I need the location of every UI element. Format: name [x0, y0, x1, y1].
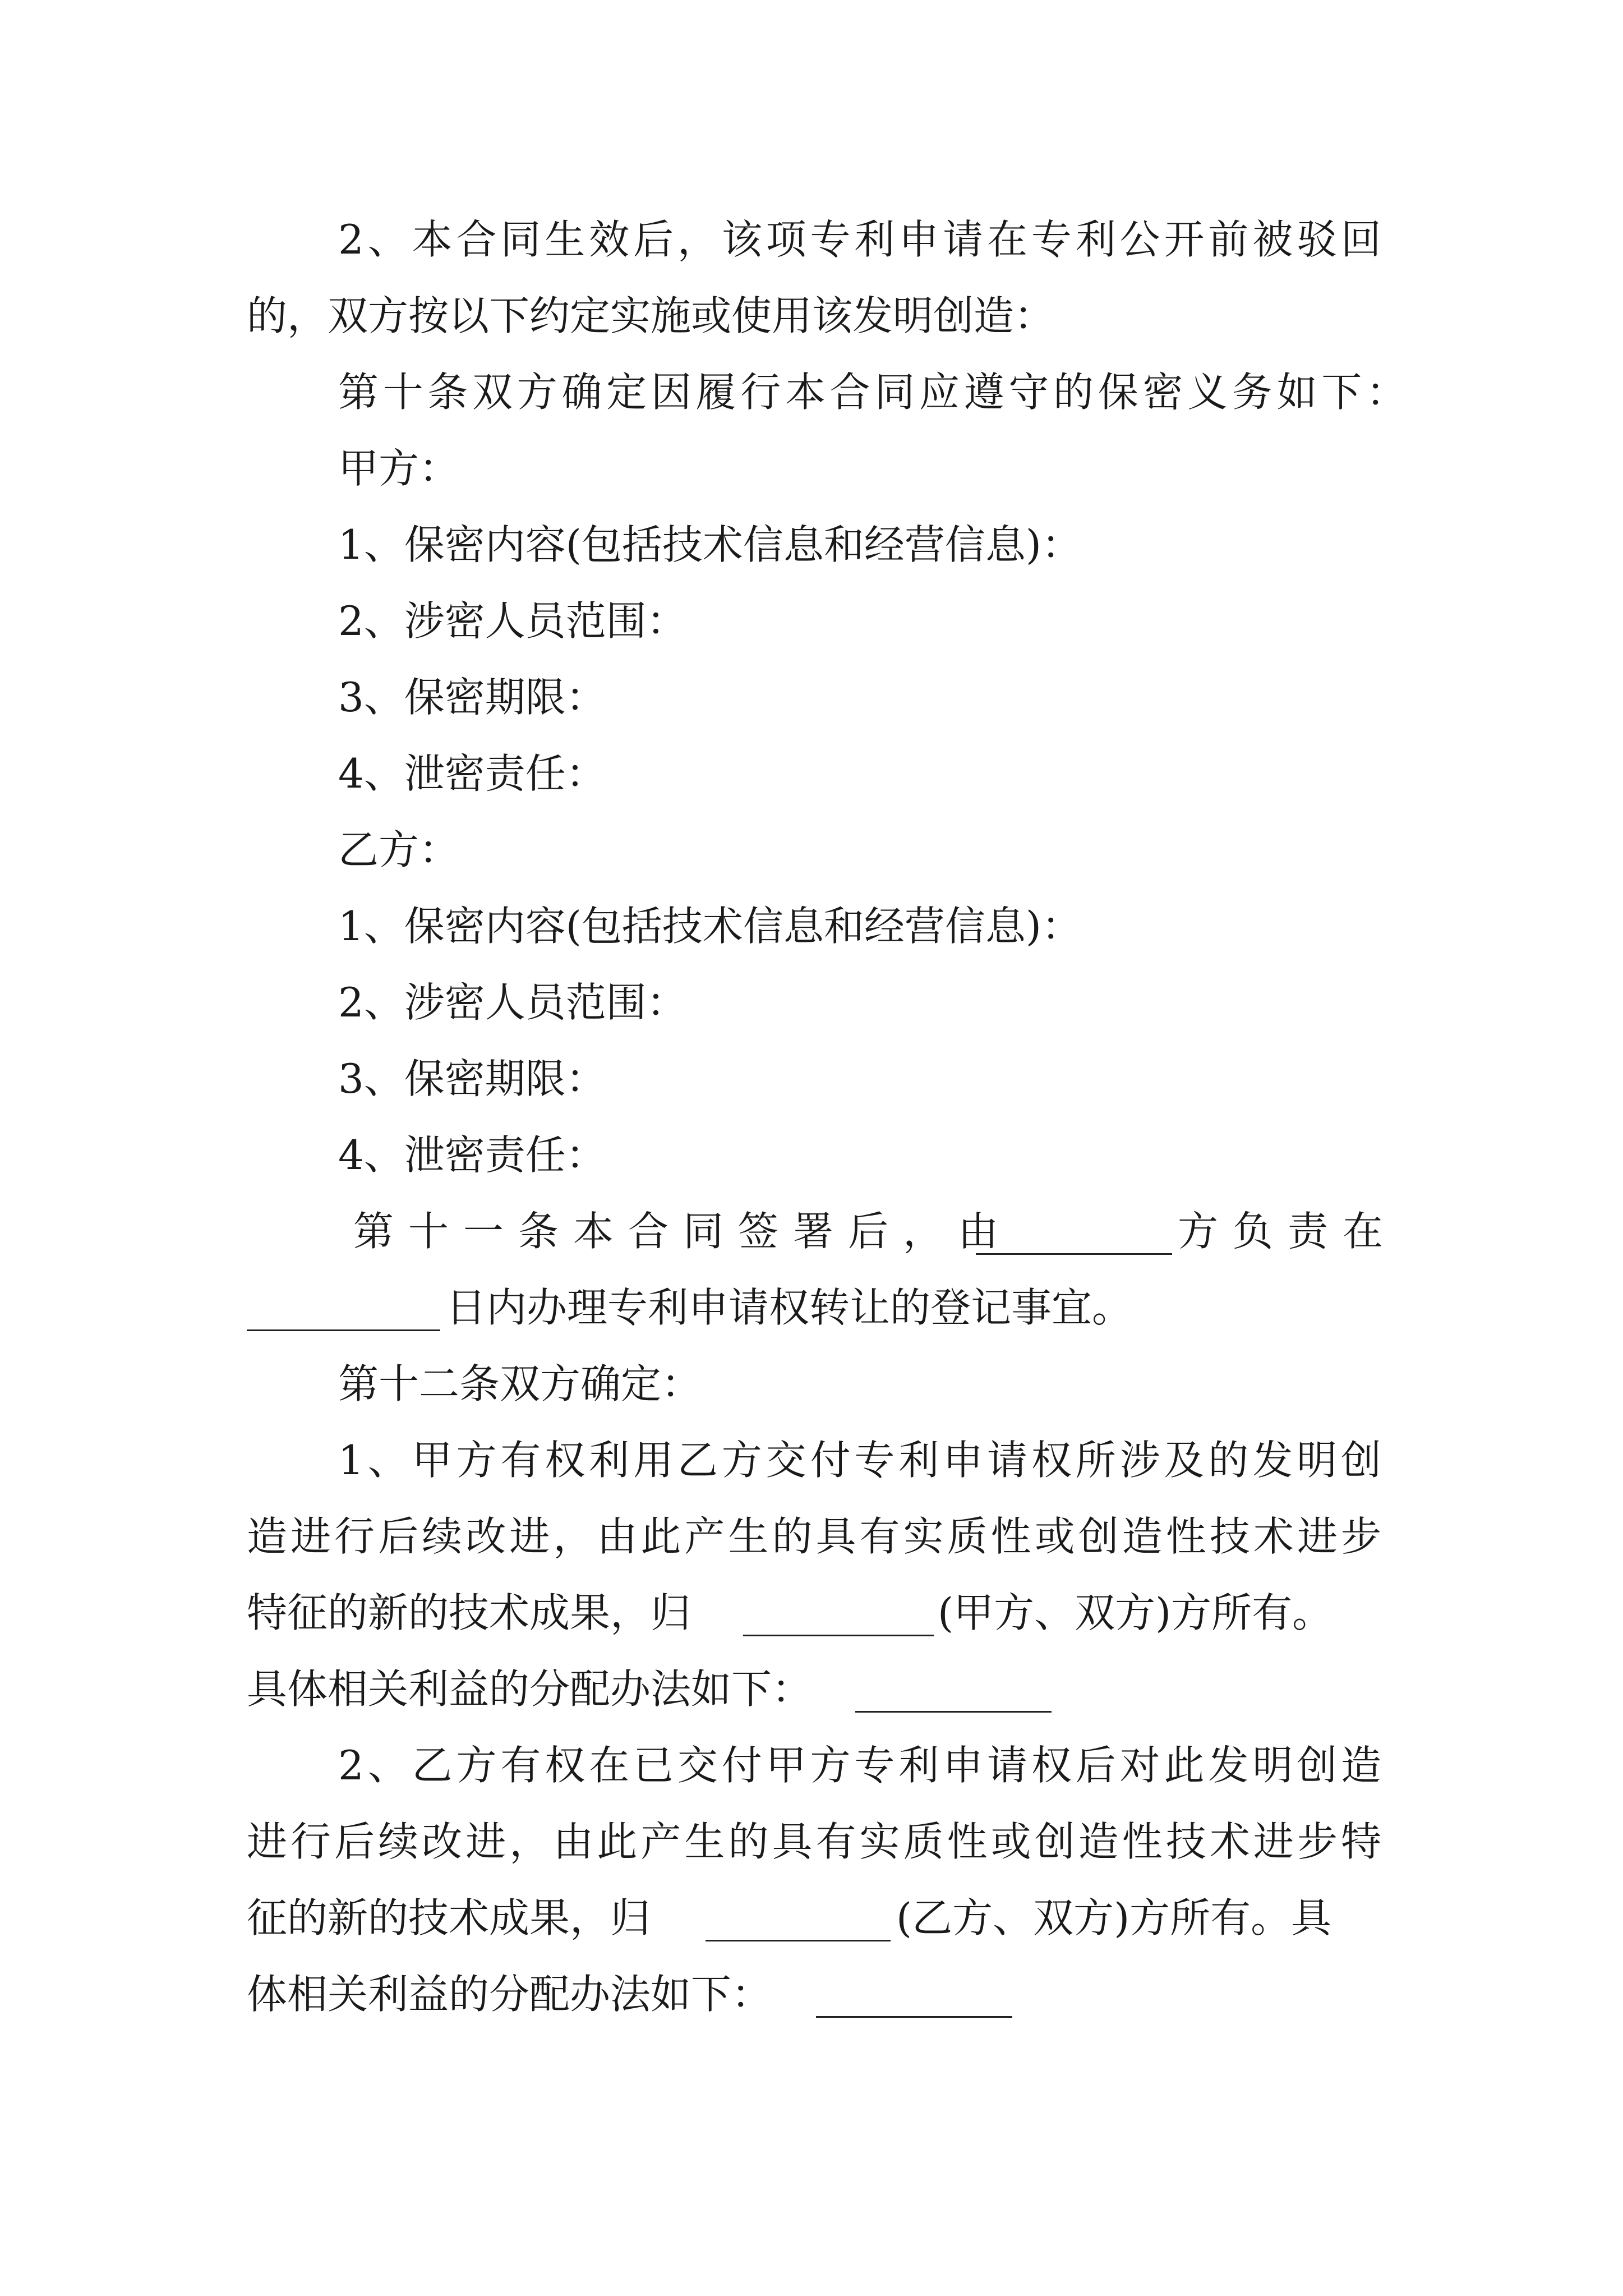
paragraph-line: 2、乙方有权在已交付甲方专利申请权后对此发明创造 [338, 1742, 1381, 1789]
paragraph-line: 具体相关利益的分配办法如下： [247, 1665, 813, 1713]
fill-blank [816, 1977, 1012, 2018]
paragraph-line: (乙方、双方)方所有。具 [896, 1894, 1332, 1941]
article-twelve-heading: 第十二条双方确定： [338, 1360, 702, 1407]
article-eleven-line-end: 方负责在 [1178, 1208, 1398, 1255]
list-item: 2、涉密人员范围： [338, 597, 687, 645]
party-a-label: 甲方： [338, 445, 460, 492]
article-eleven-line: 第十一条本合同签署后，由 [353, 1208, 1013, 1255]
paragraph-line: (甲方、双方)方所有。 [938, 1589, 1333, 1636]
list-item: 1、保密内容(包括技术信息和经营信息)： [338, 521, 1082, 568]
list-item: 3、保密期限： [338, 674, 606, 721]
paragraph-line: 体相关利益的分配办法如下： [247, 1971, 772, 2018]
article-ten-heading: 第十条双方确定因履行本合同应遵守的保密义务如下： [338, 369, 1407, 416]
fill-blank [743, 1595, 934, 1636]
fill-blank [855, 1672, 1052, 1713]
list-item: 3、保密期限： [338, 1055, 606, 1102]
paragraph-line: 2、本合同生效后，该项专利申请在专利公开前被驳回 [338, 216, 1381, 263]
list-item: 2、涉密人员范围： [338, 979, 687, 1026]
paragraph-line: 的，双方按以下约定实施或使用该发明创造： [247, 292, 1055, 339]
list-item: 4、泄密责任： [338, 1131, 606, 1179]
list-item: 1、保密内容(包括技术信息和经营信息)： [338, 903, 1082, 950]
party-b-label: 乙方： [338, 826, 460, 873]
fill-blank [976, 1214, 1172, 1255]
fill-blank [706, 1901, 891, 1941]
paragraph-line: 日内办理专利申请权转让的登记事宜。 [446, 1284, 1133, 1331]
paragraph-line: 特征的新的技术成果，归 [247, 1589, 691, 1636]
paragraph-line: 1、甲方有权利用乙方交付专利申请权所涉及的发明创 [338, 1437, 1381, 1484]
paragraph-line: 造进行后续改进，由此产生的具有实质性或创造性技术进步 [247, 1513, 1381, 1560]
fill-blank [247, 1290, 440, 1331]
list-item: 4、泄密责任： [338, 750, 606, 797]
paragraph-line: 进行后续改进，由此产生的具有实质性或创造性技术进步特 [247, 1818, 1381, 1865]
paragraph-line: 征的新的技术成果，归 [247, 1894, 651, 1941]
